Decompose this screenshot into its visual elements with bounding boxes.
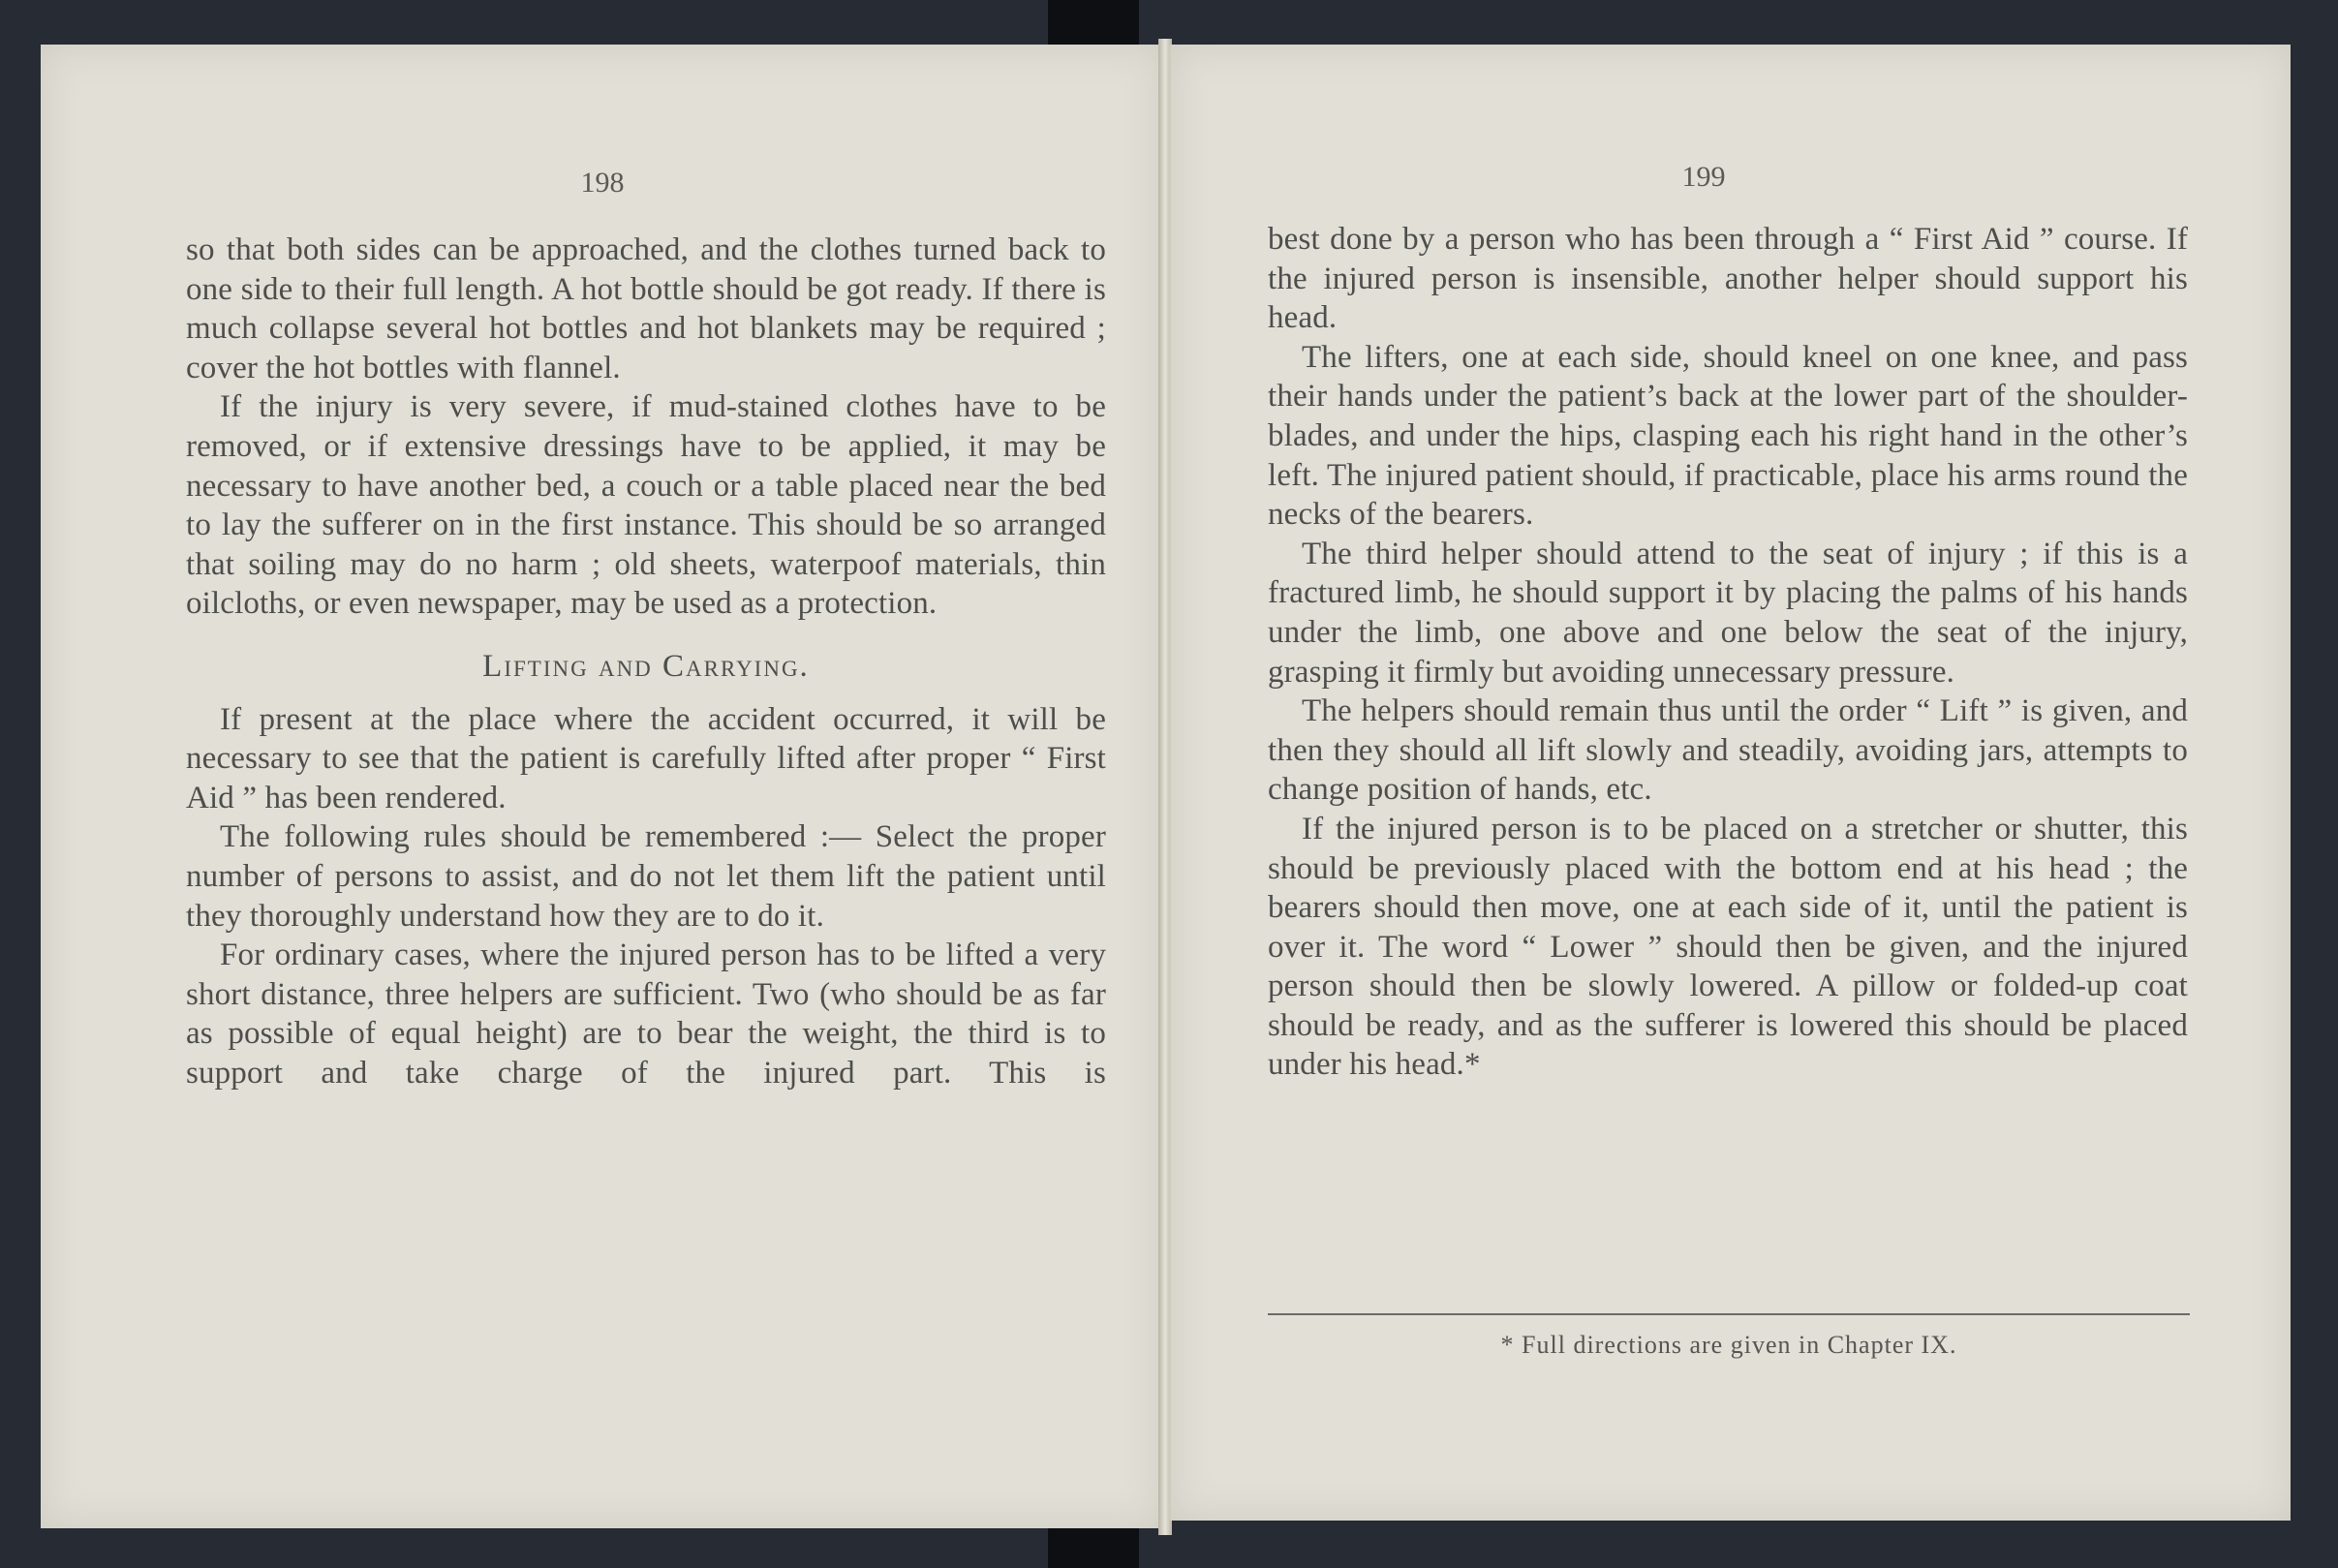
paragraph: If present at the place where the accident occurred, it will be necessary to see that the patient is carefully lifted after proper “ First Aid ” has been rendered. <box>186 701 1106 815</box>
paragraph: If the injured person is to be placed on a stretcher or shutter, this should be previously placed with the bottom end at his head ; the bearers should then move, one at each side of it, until the patient is over it. The word “ Lower ” should then be given, and the injured person should then be slowly lowered. A pillow or folded-up coat should be ready, and as the sufferer is lowered this should be placed under his head.* <box>1268 811 2188 1083</box>
scanner-edge <box>1048 0 1139 45</box>
page-number: 198 <box>580 167 625 199</box>
right-page <box>1168 45 2291 1521</box>
paragraph: The lifters, one at each side, should kneel on one knee, and pass their hands under the patient’s back at the lower part of the shoulder-blades, and under the hips, clasping each his right hand in the other’s left. The injured patient should, if practicable, place his arms round the necks of the bearers. <box>1268 339 2188 533</box>
paragraph: For ordinary cases, where the injured person has to be lifted a very short distance, three helpers are sufficient. Two (who should be as far as possible of equal height) are to bear the weight, the third is to support and take charge of the injured part. This is <box>186 938 1106 1091</box>
page-text <box>186 231 1106 1092</box>
page-text <box>1268 220 2188 1085</box>
paragraph: If the injury is very severe, if mud-stained clothes have to be removed, or if extensive dressings have to be applied, it may be necessary to have another bed, a couch or a table placed near the bed to lay the sufferer on in the first instance. This should be so arranged that soiling may do no harm ; old sheets, waterpoof materials, thin oilcloths, or even newspaper, may be used as a protection. <box>186 389 1106 622</box>
paragraph: The helpers should remain thus until the order “ Lift ” is given, and then they should all lift slowly and steadily, avoiding jars, attempts to change position of hands, etc. <box>1268 693 2188 808</box>
page-number: 199 <box>1681 161 1726 193</box>
scanner-edge <box>1048 1528 1139 1568</box>
left-page <box>41 45 1164 1528</box>
paragraph: so that both sides can be approached, and the clothes turned back to one side to their full length. A hot bottle should be got ready. If there is much collapse several hot bottles and hot blankets may be required ; cover the hot bottles with flannel. <box>186 232 1106 385</box>
footnote: * Full directions are given in Chapter IX. <box>1500 1331 1957 1359</box>
section-heading: Lifting and Carrying. <box>482 648 810 684</box>
footnote-rule <box>1268 1313 2190 1315</box>
paragraph: The third helper should attend to the seat of injury ; if this is a fractured limb, he should support it by placing the palms of his hands under the limb, one above and one below the seat of the injury, grasping it firmly but avoiding unnecessary pressure. <box>1268 536 2188 690</box>
paragraph: best done by a person who has been through a “ First Aid ” course. If the injured person is insensible, another helper should support his head. <box>1268 222 2188 336</box>
paragraph: The following rules should be remembered :— Select the proper number of persons to assist, and do not let them lift the patient until they thoroughly understand how they are to do it. <box>186 819 1106 934</box>
